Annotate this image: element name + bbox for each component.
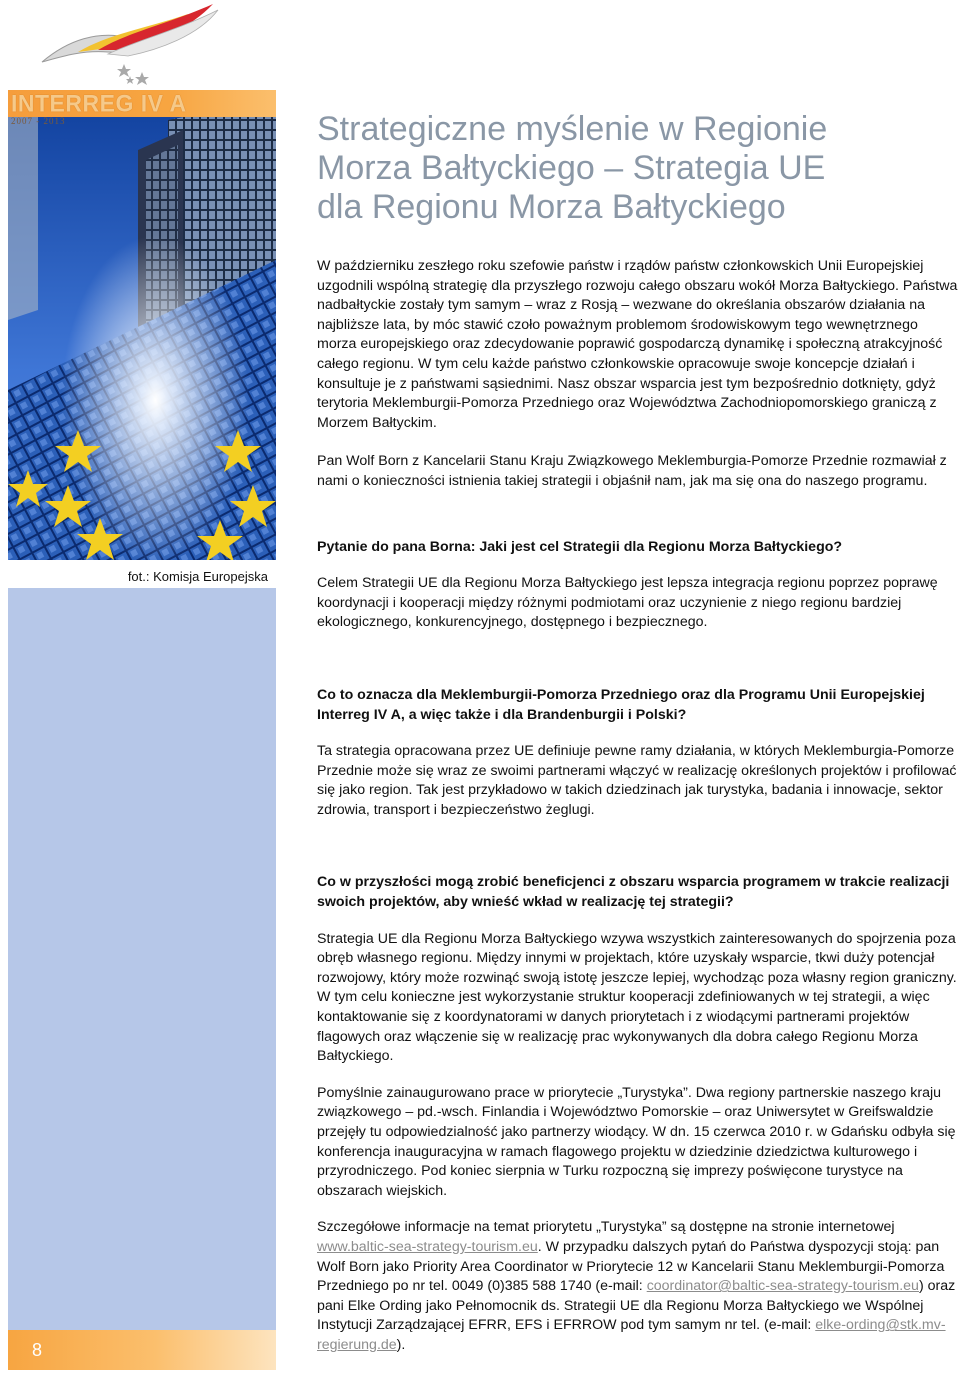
left-sidebar-panel xyxy=(8,90,276,1370)
photo-caption-text: fot.: Komisja Europejska xyxy=(127,569,268,584)
brand-bar xyxy=(8,89,276,126)
interreg-logo xyxy=(38,0,228,86)
question-heading: Co w przyszłości mogą zrobić beneficjenci z obszaru wsparcia programem w trakcie realizacji swoich projektów, aby wnieść wkład w realizację tej strategii? xyxy=(317,874,950,911)
brand-name: INTERREG IV A xyxy=(11,89,187,117)
answer-paragraph: Celem Strategii UE dla Regionu Morza Bałtyckiego jest lepsza integracja regionu poprzez poprawę koordynacji i kooperacji między różnymi podmiotami oraz uczynienie z niego regionu bardziej ekologicznego, konkurencyjnego, dostępnego i bezpiecznego. xyxy=(317,575,938,631)
answer-paragraph: Ta strategia opracowana przez UE definiuje pewne ramy działania, w których Meklemburgia-Pomorze Przednie może się wraz ze swoimi partnerami włączyć w realizację określonych projektów i profilować się jako region. Tak jest przykładowo w takich dziedzinach jak turystyka, badania i innowacje, sektor zdrowia, transport i bezpieczeństwo żeglugi. xyxy=(317,743,957,818)
answer-paragraph: Strategia UE dla Regionu Morza Bałtyckiego wzywa wszystkich zainteresowanych do spojrzenia poza obręb własnego regionu. Między innymi w projektach, które uzyskały wsparcie, tkwi duży potencjał rozwojowy, który może rozwinąć swoją istotę jeszcze lepiej, wychodząc poza własny region graniczny. W tym celu konieczne jest wykorzystanie struktur kooperacji zdefiniowanych w tej strategii, a więc kontaktowanie się z koordynatorami w danych priorytetach i z wiodącymi partnerami projektów flagowych oraz włączenie się w realizację prac wykonywanych dla dobra całego Regionu Morza Bałtyckiego. xyxy=(317,930,957,1065)
contact-text: . W przypadku dalszych pytań do Państwa dyspozycji stoją: pan Wolf Born jako Priority Area Coordinator w Priorytecie 12 w Kancelarii Stanu Meklemburgii-Pomorza Przedniego po nr tel. 0049 (0)385 588 1740 (e-mail: xyxy=(317,1238,945,1295)
coordinator-email-link[interactable]: coordinator@baltic-sea-strategy-tourism.eu xyxy=(646,1278,919,1295)
intro-paragraph: Pan Wolf Born z Kancelarii Stanu Kraju Związkowego Meklemburgia-Pomorze Przednie rozmawiał z nami o konieczności istnienia takiej strategii i objaśnił nam, jak ma się ona do naszego programu. xyxy=(317,453,947,489)
stars-icon xyxy=(117,64,149,85)
contact-text: Szczegółowe informacje na temat priorytetu „Turystyka” są dostępne na stronie internetowej xyxy=(317,1219,895,1236)
intro-paragraph: W październiku zeszłego roku szefowie państw i rządów państw członkowskich Unii Europejskiej uzgodnili wspólną strategię dla przyszłego rozwoju całego obszaru wokół Morza Bałtyckiego. Państwa nadbałtyckie zostały tym samym – wraz z Rosją – wezwane do określania obszarów działania na najbliższe lata, by móc stawić czoło poważnym problemom środowiskowym tego wewnętrznego morza europejskiego oraz zdecydowanie poprawić gospodarczą dynamikę i społeczną atrakcyjność całego regionu. W tym celu każde państwo członkowskie opracowuje swoje koncepcje działań i konsultuje je z państwami sąsiednimi. Nasz obszar wsparcia jest tym bezpośrednio dotknięty, gdyż terytoria Meklemburgii-Pomorza Przedniego oraz Województwa Zachodniopomorskiego graniczą z Morzem Bałtyckim. xyxy=(317,258,958,431)
photo-caption xyxy=(8,560,276,588)
building-solar-panel-image xyxy=(8,90,276,560)
tourism-website-link[interactable]: www.baltic-sea-strategy-tourism.eu xyxy=(317,1238,538,1255)
title-line: Strategiczne myślenie w Regionie xyxy=(317,110,828,148)
ording-email-link[interactable]: elke-ording@stk.mv-regierung.de xyxy=(317,1317,946,1353)
contact-text: ). xyxy=(396,1336,406,1353)
question-heading: Co to oznacza dla Meklemburgii-Pomorza Przedniego oraz dla Programu Unii Europejskiej Interreg IV A, a więc także i dla Brandenburgii i Polski? xyxy=(317,686,925,723)
contact-paragraph xyxy=(317,1218,959,1355)
question-heading: Pytanie do pana Borna: Jaki jest cel Strategii dla Regionu Morza Bałtyckiego? xyxy=(317,538,843,555)
eu-photo xyxy=(8,90,276,560)
page-number: 8 xyxy=(32,1340,43,1360)
brand-years: 2007 - 2013 xyxy=(11,116,66,126)
title-line: Morza Bałtyckiego – Strategia UE xyxy=(317,149,826,187)
answer-paragraph: Pomyślnie zainaugurowano prace w priorytecie „Turystyka”. Dwa regiony partnerskie naszego kraju związkowego – pd.-wsch. Finlandia i Województwo Pomorskie – oraz Uniwersytet w Greifswaldzie przejęły tu odpowiedzialność jako partnerzy wiodący. W dn. 15 czerwca 2010 r. w Gdańsku odbyła się konferencja inauguracyjna w ramach flagowego projektu w dziedzinie dziedzictwa kulturowego i przyrodniczego. Pod koniec sierpnia w Turku rozpoczną się imprezy poświęcone turystyce na obszarach wiejskich. xyxy=(317,1084,956,1199)
contact-text: ) oraz pani Elke Ording jako Pełnomocnik ds. Strategii UE dla Regionu Morza Bałtyckiego we Wspólnej Instytucji Zarządzającej EFRR, EFS i EFRROW pod tym samym nr tel. (e-mail: xyxy=(317,1278,956,1334)
title-line: dla Regionu Morza Bałtyckiego xyxy=(317,188,786,226)
article xyxy=(317,110,959,1356)
page-footer-bar xyxy=(8,1330,276,1370)
article-title xyxy=(317,110,959,227)
